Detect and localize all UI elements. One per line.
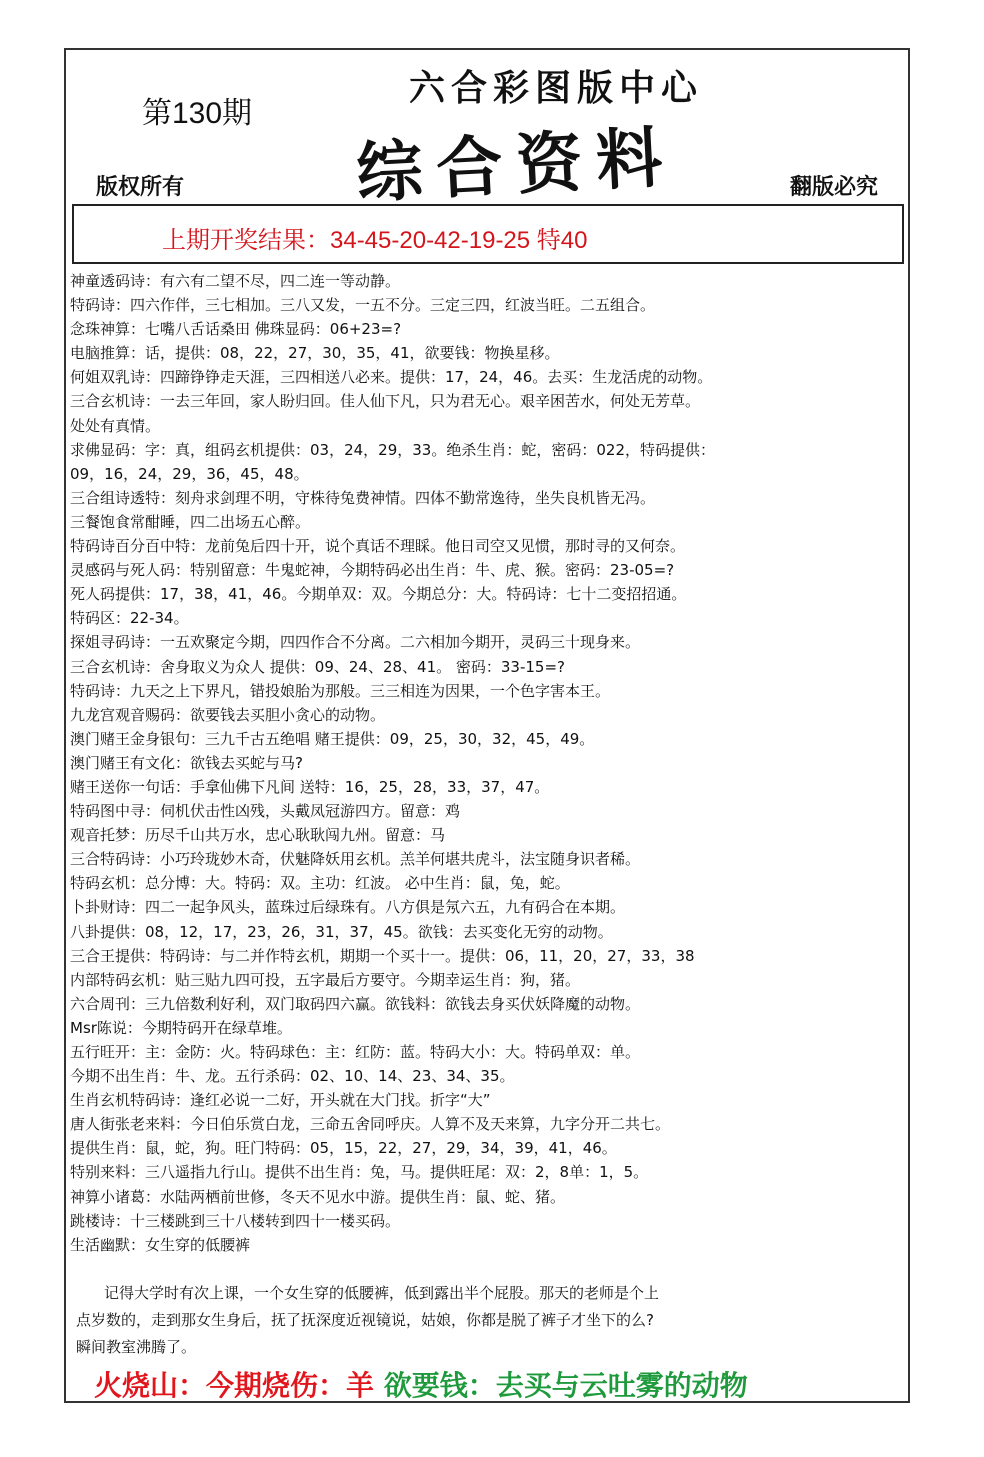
content-line: 死人码提供：17，38，41，46。今期单双：双。今期总分：大。特码诗：七十二变招招通。 (70, 585, 687, 604)
content-line: 九龙宫观音赐码：欲要钱去买胆小贪心的动物。 (70, 705, 386, 724)
content-line: 求佛显码：字：真，组码玄机提供：03，24，29，33。绝杀生肖：蛇，密码：022，特码提供： (70, 440, 715, 459)
content-line: 六合周刊：三九倍数利好利，双门取码四六赢。欲钱料：欲钱去身买伏妖降魔的动物。 (70, 994, 641, 1013)
content-line: 生肖玄机特码诗：逢红必说一二好，开头就在大门找。折字“大” (70, 1091, 491, 1110)
content-line: Msr陈说：今期特码开在绿草堆。 (70, 1018, 292, 1037)
content-line: 三合特码诗：小巧玲珑妙木奇，伏魅降妖用玄机。羔羊何堪共虎斗，法宝随身识者稀。 (70, 850, 641, 869)
story-line: 瞬间教室沸腾了。 (76, 1338, 197, 1356)
content-line: 特码图中寻：伺机伏击性凶残，头戴凤冠游四方。留意：鸡 (70, 802, 461, 821)
content-line: 电脑推算：话，提供：08，22，27，30，35，41，欲要钱：物换星移。 (70, 344, 560, 363)
document-page (64, 48, 910, 1403)
content-line: 内部特码玄机：贴三贴九四可投，五字最后方要守。今期幸运生肖：狗，猪。 (70, 970, 581, 989)
content-line: 特码诗百分百中特：龙前兔后四十开，说个真话不理睬。他日司空又见惯，那时寻的又何奈。 (70, 537, 686, 556)
content-line: 特码诗：九天之上下界凡，错投娘胎为那般。三三相连为因果，一个色字害本王。 (70, 681, 611, 700)
content-line: 唐人街张老来料：今日伯乐赏白龙，三命五舍同呼庆。人算不及天来算，九字分开二共七。 (70, 1115, 671, 1134)
content-line: 何姐双乳诗：四蹄铮铮走天涯，三四相送八必来。提供：17，24，46。去买：生龙活虎的动物。 (70, 368, 713, 387)
content-line: 特别来料：三八遥指九行山。提供不出生肖：兔，马。提供旺尾：双：2，8单：1，5。 (70, 1163, 649, 1182)
content-line: 探姐寻码诗：一五欢聚定今期，四四作合不分离。二六相加今期开，灵码三十现身来。 (70, 633, 641, 652)
content-line: 跳楼诗：十三楼跳到三十八楼转到四十一楼买码。 (70, 1211, 401, 1230)
content-line: 灵感码与死人码：特别留意：牛鬼蛇神，今期特码必出生肖：牛、虎、猴。密码：23-05=? (70, 561, 675, 580)
content-line: 澳门赌王有文化：欲钱去买蛇与马? (70, 753, 303, 772)
publisher-title: 六合彩图版中心 (408, 67, 703, 109)
content-line: 三合玄机诗：一去三年回，家人盼归回。佳人仙下凡，只为君无心。艰辛困苦水，何处无芳草。 (70, 392, 701, 411)
content-line: 处处有真情。 (70, 416, 161, 435)
story-line: 记得大学时有次上课，一个女生穿的低腰裤，低到露出半个屁股。那天的老师是个上 (104, 1284, 660, 1302)
main-title: 综合资料 (354, 117, 679, 213)
joke-story (76, 1280, 896, 1361)
content-line: 神童透码诗：有六有二望不尽，四二连一等动静。 (70, 272, 401, 290)
content-line: 三合组诗透特：刻舟求剑理不明，守株待兔费神情。四体不勤常逸待，坐失良机皆无冯。 (70, 488, 656, 507)
result-box (72, 204, 904, 264)
content-line: 三餐饱食常酣睡，四二出场五心醉。 (70, 512, 311, 531)
last-draw-result: 上期开奖结果：34-45-20-42-19-25 特40 (162, 227, 588, 254)
content-line: 09，16，24，29，36，45，48。 (70, 464, 309, 483)
content-line: 特码诗：四六作伴，三七相加。三八又发，一五不分。三定三四，红波当旺。二五组合。 (70, 296, 656, 315)
content-line: 赌王送你一句话：手拿仙佛下凡间 送特：16，25，28，33，37，47。 (70, 777, 550, 796)
content-line: 特码区：22-34。 (70, 609, 189, 628)
content-line: 观音托梦：历尽千山共万水，忠心耿耿闯九州。留意：马 (70, 826, 446, 845)
content-line: 八卦提供：08，12，17，23，26，31，37，45。欲钱：去买变化无穷的动物。 (70, 922, 613, 941)
content-line: 三合王提供：特码诗：与二并作特玄机，期期一个买十一。提供：06，11，20，27，33，38 (70, 946, 695, 965)
content-line: 今期不出生肖：牛、龙。五行杀码：02、10、14、23、34、35。 (70, 1067, 515, 1086)
footer-red-text: 火烧山：今期烧伤：羊 (94, 1369, 375, 1402)
content-line: 生活幽默：女生穿的低腰裤 (70, 1235, 251, 1254)
content-line: 五行旺开：主：金防：火。特码球色：主：红防：蓝。特码大小：大。特码单双：单。 (70, 1043, 641, 1061)
content-line: 念珠神算：七嘴八舌话桑田 佛珠显码：06+23=? (70, 320, 402, 339)
copyright-left: 版权所有 (96, 175, 185, 200)
footer-tip (94, 1364, 748, 1404)
content-line: 神算小诸葛：水陆两栖前世修，冬天不见水中游。提供生肖：鼠、蛇、猪。 (70, 1187, 566, 1206)
content-line: 特码玄机：总分博：大。特码：双。主功：红波。 必中生肖：鼠，兔，蛇。 (70, 874, 570, 893)
content-lines (70, 270, 906, 1258)
footer-green-text: 欲要钱：去买与云吐雾的动物 (374, 1369, 748, 1402)
content-line: 提供生肖：鼠，蛇，狗。旺门特码：05，15，22，27，29，34，39，41，46。 (70, 1139, 617, 1158)
header (66, 50, 908, 213)
copyright-right: 翻版必究 (789, 175, 878, 200)
content-line: 澳门赌王金身银句：三九千古五绝唱 赌王提供：09，25，30，32，45，49。 (70, 729, 595, 748)
story-line: 点岁数的，走到那女生身后，抚了抚深度近视镜说，姑娘，你都是脱了裤子才坐下的么? (76, 1311, 654, 1329)
content-line: 卜卦财诗：四二一起争风头，蓝珠过后绿珠有。八方俱是氖六五，九有码合在本期。 (70, 898, 626, 917)
content-line: 三合玄机诗：舍身取义为众人 提供：09、24、28、41。 密码：33-15=? (70, 657, 566, 676)
issue-number: 第130期 (142, 97, 253, 130)
